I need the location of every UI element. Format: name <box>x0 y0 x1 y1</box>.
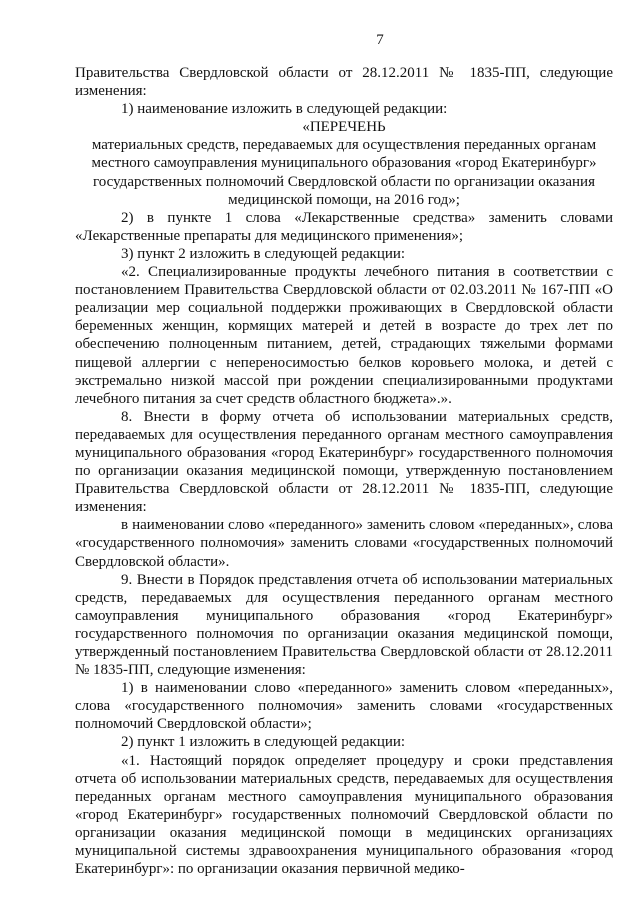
paragraph-section-9-item-2: 2) пункт 1 изложить в следующей редакции: <box>121 734 406 751</box>
paragraph-quoted-point-2: «2. Специализированные продукты лечебного питания в соответствии с постановлением Правительства Свердловской области от 02.03.2011 № 167-ПП «О реализации мер социальной поддержки проживающих в Свердловской области беременных женщин, кормящих матерей и детей в возрасте до трех лет по обеспечению полноценным питанием, детей, страдающих тяжелыми формами пищевой аллергии с непереносимостью белков коровьего молока, и детей с экстремально низкой массой при рождении специализированными продуктами лечебного питания за счет средств областного бюджета».». <box>75 264 613 407</box>
heading-list-title: «ПЕРЕЧЕНЬ <box>302 119 386 136</box>
paragraph-section-8-change: в наименовании слово «переданного» заменить словом «переданных», слова «государственного полномочия» заменить словами «государственных полномочий Свердловской области». <box>75 517 613 570</box>
paragraph-quoted-point-1: «1. Настоящий порядок определяет процедуру и сроки представления отчета об использовании материальных средств, передаваемых для осуществления переданных органам местного самоуправления муниципального образования «город Екатеринбург» государственных полномочий Свердловской области по организации оказания медицинской помощи в медицинских организациях муниципальной системы здравоохранения муниципального образования «город Екатеринбург»: по организации оказания первичной медико- <box>75 752 613 878</box>
paragraph-section-9: 9. Внести в Порядок представления отчета об использовании материальных средств, передаваемых для осуществления переданного органам местного самоуправления муниципального образования «город Екатеринбург» государственного полномочия по организации оказания медицинской помощи, утвержденный постановлением Правительства Свердловской области от 28.12.2011 № 1835-ПП, следующие изменения: <box>75 571 613 679</box>
heading-list-subtitle: материальных средств, передаваемых для осуществления переданных органам местного самоуправления муниципального образования «город Екатеринбург» государственных полномочий Свердловской области по организации оказания медицинской помощи, на 2016 год»; <box>91 137 597 208</box>
paragraph-continuation: Правительства Свердловской области от 28.12.2011 № 1835-ПП, следующие изменения: <box>75 65 613 100</box>
paragraph-item-1: 1) наименование изложить в следующей редакции: <box>121 101 448 118</box>
document-body <box>75 64 613 878</box>
paragraph-item-2: 2) в пункте 1 слова «Лекарственные средства» заменить словами «Лекарственные препараты для медицинского применения»; <box>75 209 613 244</box>
paragraph-section-9-item-1: 1) в наименовании слово «переданного» заменить словом «переданных», слова «государственного полномочия» заменить словами «государственных полномочий Свердловской области»; <box>75 680 613 733</box>
paragraph-section-8: 8. Внести в форму отчета об использовании материальных средств, передаваемых для осуществления переданного органам местного самоуправления муниципального образования «город Екатеринбург» государственного полномочия по организации оказания медицинской помощи, утвержденную постановлением Правительства Свердловской области от 28.12.2011 № 1835-ПП, следующие изменения: <box>75 408 613 516</box>
paragraph-item-3: 3) пункт 2 изложить в следующей редакции: <box>121 245 406 262</box>
page-number: 7 <box>376 32 384 48</box>
